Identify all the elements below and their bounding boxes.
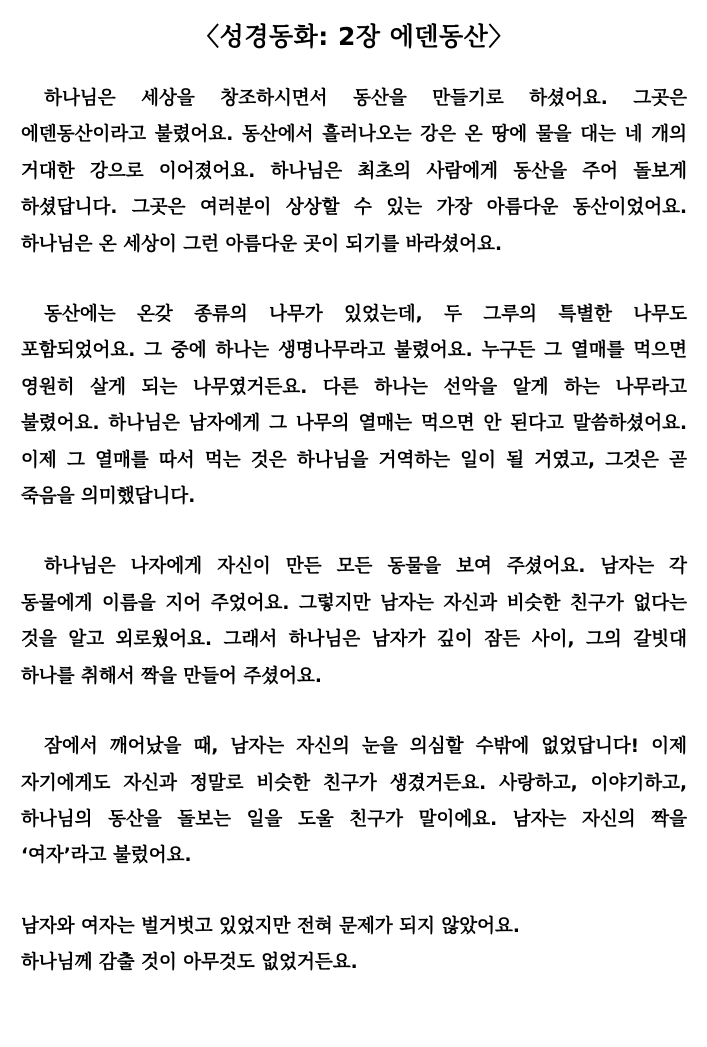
paragraph-2: 동산에는 온갖 종류의 나무가 있었는데, 두 그루의 특별한 나무도 포함되었어요. 그 중에 하나는 생명나무라고 불렸어요. 누구든 그 열매를 먹으면 영원히 살게 되는 나무였거든요. 다른 하나는 선악을 알게 하는 나무라고 불렸어요. 하나님은 남자에게 그 나무의 열매는 먹으면 안 된다고 말씀하셨어요. 이제 그 열매를 따서 먹는 것은 하나님을 거역하는 일이 될 거였고, 그것은 곧 죽음을 의미했답니다. [21,304,687,508]
paragraph-4: 잠에서 깨어났을 때, 남자는 자신의 눈을 의심할 수밖에 없었답니다! 이제 자기에게도 자신과 정말로 비슷한 친구가 생겼거든요. 사랑하고, 이야기하고, 하나님의 동산을 돌보는 일을 도울 친구가 말이에요. 남자는 자신의 짝을 ‘여자’라고 불렀어요. [21,736,687,867]
paragraph-5-line-2: 하나님께 감출 것이 아무것도 없었거든요. [21,952,358,974]
paragraph-5 [21,909,687,982]
paragraph-1: 하나님은 세상을 창조하시면서 동산을 만들기로 하셨어요. 그곳은 에덴동산이라고 불렸어요. 동산에서 흘러나오는 강은 온 땅에 물을 대는 네 개의 거대한 강으로 이어졌어요. 하나님은 최초의 사람에게 동산을 주어 돌보게 하셨답니다. 그곳은 여러분이 상상할 수 있는 가장 아름다운 동산이었어요. 하나님은 온 세상이 그런 아름다운 곳이 되기를 바라셨어요. [21,88,687,255]
paragraph-3: 하나님은 나자에게 자신이 만든 모든 동물을 보여 주셨어요. 남자는 각 동물에게 이름을 지어 주었어요. 그렇지만 남자는 자신과 비슷한 친구가 없다는 것을 알고 외로웠어요. 그래서 하나님은 남자가 깊이 잠든 사이, 그의 갈빗대 하나를 취해서 짝을 만들어 주셨어요. [21,556,687,687]
paragraph-5-line-1: 남자와 여자는 벌거벗고 있었지만 전혀 문제가 되지 않았어요. [21,915,520,937]
document-title: 〈성경동화: 2장 에덴동산〉 [194,22,514,51]
